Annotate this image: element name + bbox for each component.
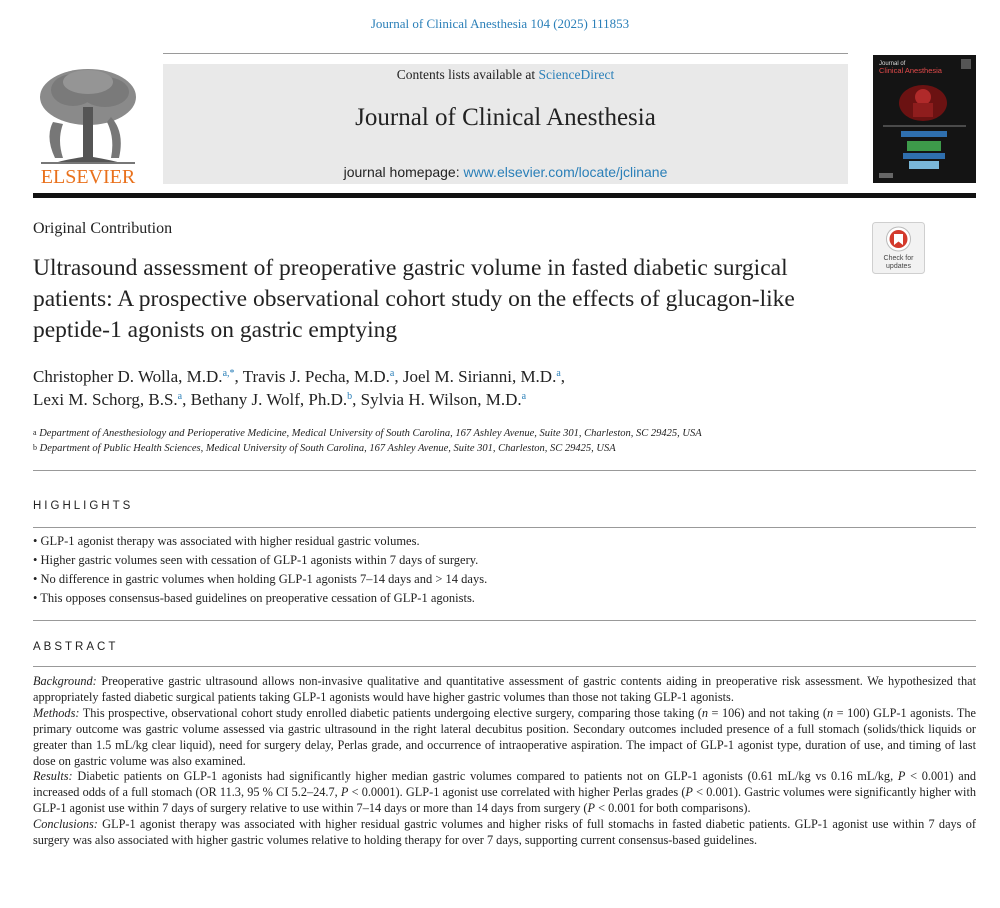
author-name: Christopher D. Wolla, M.D.: [33, 367, 223, 386]
affiliation-a: $^a$ Department of Anesthesiology and Perioperative Medicine, Medical University of South Carolina, 167 Ashley Avenue, Suite 301, Charleston, SC 29425, USA: [33, 428, 702, 439]
list-item: • Higher gastric volumes seen with cessation of GLP-1 agonists within 7 days of surgery.: [33, 553, 479, 567]
author-name: Joel M. Sirianni, M.D.: [402, 367, 557, 386]
author-name: Sylvia H. Wilson, M.D.: [360, 389, 522, 409]
author-name: Lexi M. Schorg, B.S.: [33, 389, 178, 409]
journal-homepage-link[interactable]: www.elsevier.com/locate/jclinane: [463, 164, 668, 180]
svg-text:Check for: Check for: [883, 255, 914, 262]
author-name: Travis J. Pecha, M.D.: [242, 367, 390, 386]
header-top-rule: [163, 53, 848, 54]
paper-title: Ultrasound assessment of preoperative gastric volume in fasted diabetic surgical patients: A prospective observational cohort study on the effects of glucagon-like peptide-1 agonists on gastric emptying: [33, 255, 795, 343]
list-item: • This opposes consensus-based guidelines on preoperative cessation of GLP-1 agonists.: [33, 591, 475, 605]
svg-text:Journal of: Journal of: [879, 61, 906, 67]
elsevier-wordmark: ELSEVIER: [40, 166, 136, 187]
journal-homepage-line: journal homepage: www.elsevier.com/locate/jclinane: [343, 164, 668, 180]
author-list: Christopher D. Wolla, M.D.$^{a,*}$, Travis J. Pecha, M.D.$^a$, Joel M. Sirianni, M.D.$^a$, Lexi M. Schorg, B.S.$^a$, Bethany J. Wolf, Ph.D.$^b$, Sylvia H. Wilson, M.D.$^a$: [33, 367, 566, 409]
abstract-methods: Methods: This prospective, observational cohort study enrolled diabetic patients undergoing elective surgery, comparing those taking (n = 106) and not taking (n = 100) GLP-1 agonists. The primary outcome was gastric volume assessed via gastric ultrasound in the right lateral decubitus position. Secondary outcomes included presence of a full stomach (solids/thick liquids or greater than 1.5 mL/kg clear liquid), need for surgery delay, Perlas grade, and occurrence of intraoperative aspiration. The impact of GLP-1 agonist type, duration of use, and timing of last dose on gastric volume was also examined.: [33, 705, 976, 768]
contents-line: Contents lists available at ScienceDirect: [396, 67, 615, 82]
svg-text:Clinical Anesthesia: Clinical Anesthesia: [879, 66, 942, 75]
abstract-conclusions: Conclusions: GLP-1 agonist therapy was associated with higher residual gastric volumes and higher risks of full stomachs in fasted diabetic patients. GLP-1 agonist use within 7 days of surgery was also associated with higher gastric volumes relative to holding therapy for over 7 days, supporting current consensus-based guidelines.: [33, 817, 976, 848]
check-for-updates-badge[interactable]: [872, 222, 925, 274]
affiliation-link[interactable]: a: [521, 390, 527, 402]
journal-title: Journal of Clinical Anesthesia: [355, 104, 656, 131]
sciencedirect-link[interactable]: ScienceDirect: [538, 67, 615, 82]
highlights-list: [33, 532, 973, 608]
header-thick-rule: [33, 193, 976, 198]
author-name: Bethany J. Wolf, Ph.D.: [190, 389, 348, 409]
affiliation-link[interactable]: a,*: [222, 368, 235, 379]
journal-citation-link[interactable]: Journal of Clinical Anesthesia 104 (2025) 111853: [370, 16, 630, 31]
affiliation-link[interactable]: a: [556, 368, 561, 379]
affiliation-b: $^b$ Department of Public Health Sciences, Medical University of South Carolina, 167 Ashley Avenue, Suite 301, Charleston, SC 29425, USA: [33, 443, 616, 454]
affiliation-link[interactable]: b: [347, 390, 353, 402]
journal-header-box: [163, 64, 848, 184]
list-item: • GLP-1 agonist therapy was associated with higher residual gastric volumes.: [33, 534, 420, 548]
affiliation-link[interactable]: a: [389, 368, 395, 379]
section-divider: [33, 527, 976, 528]
list-item: • No difference in gastric volumes when holding GLP-1 agonists 7–14 days and > 14 days.: [33, 572, 488, 586]
abstract-body: [33, 674, 976, 849]
abstract-heading: ABSTRACT: [33, 641, 119, 653]
svg-text:updates: updates: [886, 263, 911, 270]
abstract-results: Results: Diabetic patients on GLP-1 agonists had significantly higher median gastric volumes compared to patients not on GLP-1 agonists (0.61 mL/kg vs 0.16 mL/kg, P < 0.001) and increased odds of a full stomach (OR 11.3, 95 % CI 5.2–24.7, P < 0.0001). GLP-1 agonist use correlated with higher Perlas grades (P < 0.001). Gastric volumes were significantly higher with GLP-1 agonist use within 7 days of surgery relative to use within 7–14 days or more than 14 days from surgery (P < 0.001 for both comparisons).: [33, 769, 977, 816]
journal-cover-image[interactable]: [873, 55, 976, 183]
affiliations: [33, 426, 963, 456]
affiliation-link[interactable]: a: [177, 390, 183, 402]
abstract-background: Background: Preoperative gastric ultrasound allows non-invasive qualitative and quantitative assessment of gastric contents aiding in preoperative risk assessment. We hypothesized that appropriately fasted diabetic surgical patients taking GLP-1 agonists would have higher gastric volumes than those not taking GLP-1 agonists.: [33, 674, 976, 704]
section-divider: [33, 620, 976, 621]
section-divider: [33, 470, 976, 471]
elsevier-logo: [33, 62, 143, 187]
article-type: Original Contribution: [33, 220, 173, 237]
highlights-heading: HIGHLIGHTS: [33, 500, 134, 512]
section-divider: [33, 666, 976, 667]
